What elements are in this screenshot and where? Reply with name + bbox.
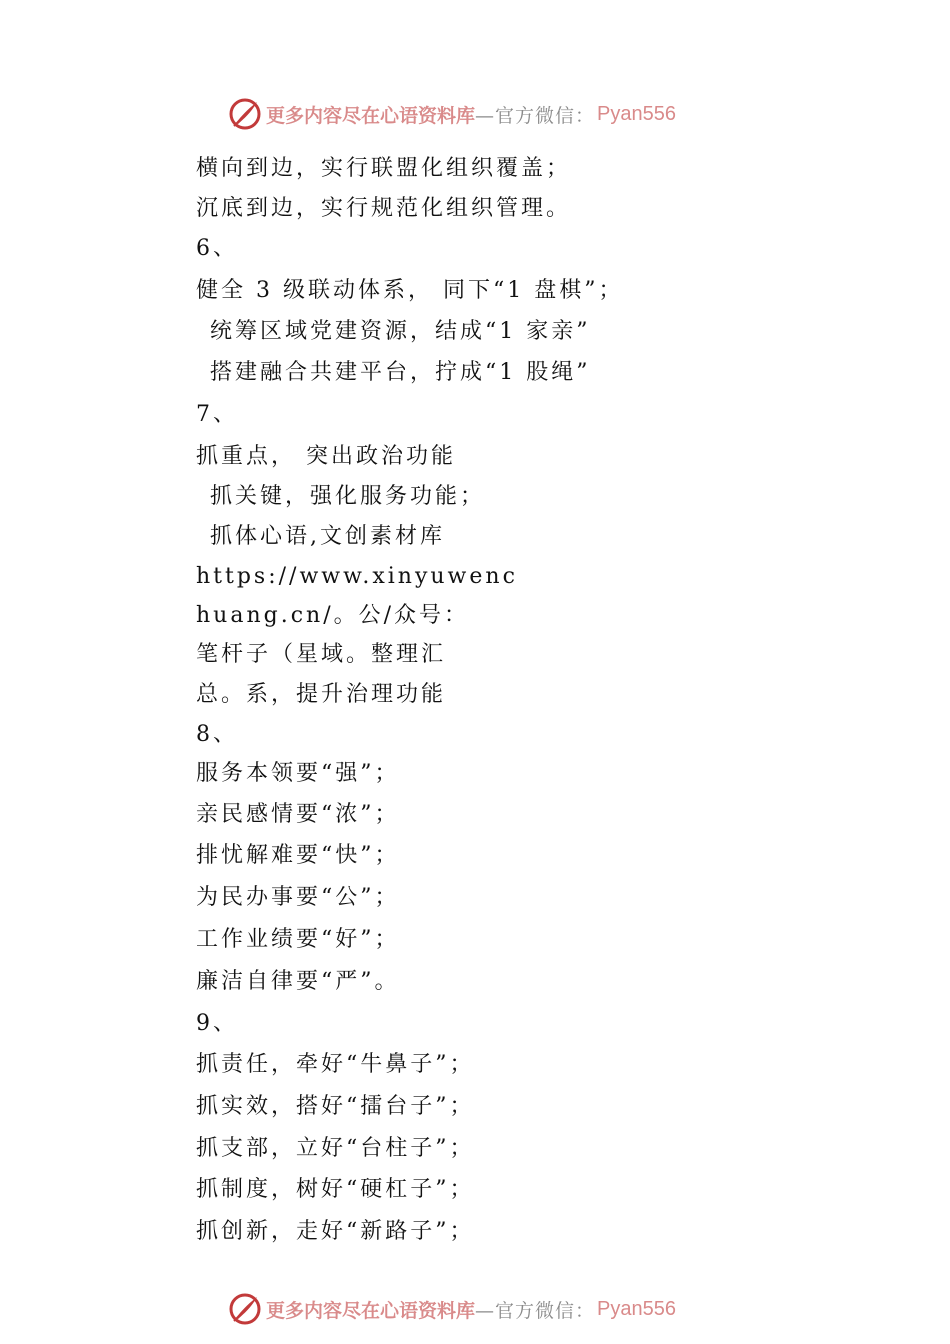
text-line: 总。系，提升治理功能 [196,682,447,707]
text-line: 工作业绩要“好”； [196,927,400,952]
banner-wechat-id: Pyan556 [597,1297,676,1320]
banner-sub-text: —官方微信： [475,104,596,127]
footer-banner [228,1291,676,1327]
text-line: 抓重点， 突出政治功能 [196,444,456,469]
text-line: 抓体心语,文创素材库 [210,524,445,549]
text-line: 笔杆子（星域。整理汇 [196,642,447,667]
text-line: 抓实效，搭好“擂台子”； [196,1094,475,1119]
text-line: 亲民感情要“浓”； [196,802,400,827]
quill-logo-icon [228,1292,262,1326]
text-line: 廉洁自律要“严”。 [196,969,400,994]
text-line: 健全 3 级联动体系， 同下“1 盘棋”； [196,278,624,303]
banner-sub-text: —官方微信： [475,1299,596,1322]
header-banner [228,96,676,132]
section-number: 6、 [196,236,238,261]
text-line: 抓支部，立好“台柱子”； [196,1136,475,1161]
banner-main-text: 更多内容尽在心语资料库 [266,1299,476,1322]
text-line: 统筹区域党建资源，结成“1 家亲” [210,319,591,344]
text-line: 为民办事要“公”； [196,885,400,910]
text-line: 抓关键，强化服务功能； [210,484,486,509]
url-line: https://www.xinyuwenc [196,564,518,589]
section-number: 9、 [196,1011,238,1036]
section-number: 7、 [196,402,238,427]
quill-logo-icon [228,97,262,131]
text-line: 服务本领要“强”； [196,761,400,786]
banner-wechat-id: Pyan556 [597,102,676,125]
url-line: huang.cn/。公/众号： [196,603,470,628]
text-line: 排忧解难要“快”； [196,843,400,868]
text-line: 抓创新，走好“新路子”； [196,1219,475,1244]
text-line: 横向到边，实行联盟化组织覆盖； [196,156,572,181]
text-line: 抓责任，牵好“牛鼻子”； [196,1052,475,1077]
banner-main-text: 更多内容尽在心语资料库 [266,104,476,127]
text-line: 搭建融合共建平台，拧成“1 股绳” [210,360,591,385]
section-number: 8、 [196,722,238,747]
text-line: 抓制度，树好“硬杠子”； [196,1177,475,1202]
text-line: 沉底到边，实行规范化组织管理。 [196,196,572,221]
